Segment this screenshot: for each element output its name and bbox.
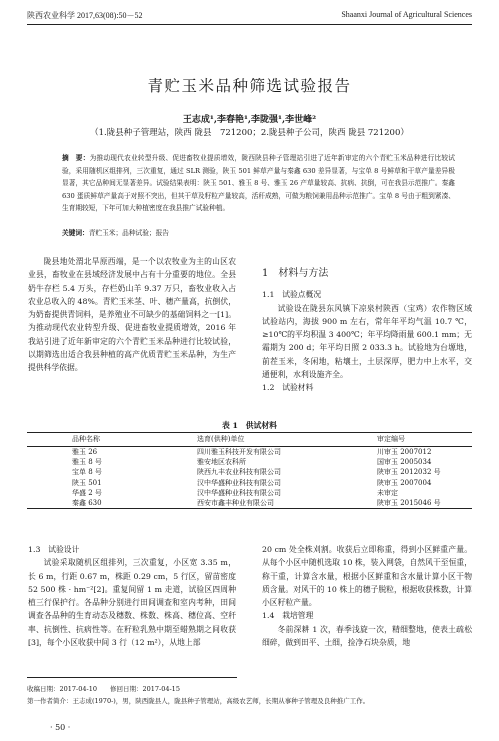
received-dates: 收稿日期：2017-04-10 修回日期：2017-04-15 <box>27 685 180 693</box>
section-heading: 1 材料与方法 <box>262 268 329 279</box>
table-caption: 表 1 供试材料 <box>222 421 277 430</box>
table-cell: 陕玉 501 <box>72 478 102 487</box>
keywords <box>62 227 455 237</box>
table-header-row <box>27 433 472 447</box>
header-journal-cn: 陕西农业科学 2017,63(08):50－52 <box>27 11 143 20</box>
table-cell: 四川雅玉科技开发有限公司 <box>197 448 281 456</box>
table-cell: 秦鑫 630 <box>72 498 102 507</box>
table-cell: 汉中华盛种业科技有限公司 <box>197 478 281 487</box>
table-cell: 雅玉 26 <box>72 448 98 456</box>
table-row <box>27 478 472 488</box>
table-cell: 陕审玉 2012032 号 <box>377 468 441 477</box>
table-cell: 陕审玉 2015046 号 <box>377 498 441 507</box>
footnote <box>27 683 472 707</box>
intro-column <box>28 255 236 375</box>
table-cell: 陕西九丰农业科技有限公司 <box>197 468 281 477</box>
header-journal-en: Shaanxi Journal of Agricultural Sciences <box>341 10 472 19</box>
materials-table <box>27 432 472 509</box>
table-cell: 国审玉 2005034 <box>377 458 432 467</box>
table-cell: 宝单 8 号 <box>72 468 102 477</box>
design-column <box>28 543 236 649</box>
paper-title: 青贮玉米品种筛选试验报告 <box>147 77 352 95</box>
table-cell: 未审定 <box>377 488 398 497</box>
table-header-cell: 品种名称 <box>72 435 100 443</box>
cultivation-paragraph: 冬前深耕 1 次，春季浅旋一次，精细整地，使表土疏松细碎，做到田平、土细，捡净石块杂质，地 <box>262 624 472 648</box>
author-bio: 第一作者简介：王志成(1970-)，男，陕西陇县人，陇县种子管理站，高级农艺师，长期从事种子管理及良种推广工作。 <box>27 697 370 705</box>
table-row <box>27 457 472 467</box>
subsection-heading: 1.4 栽培管理 <box>262 611 314 621</box>
header-rule <box>27 24 472 25</box>
table-header-cell: 审定编号 <box>377 435 405 443</box>
table-cell: 陕审玉 2007004 <box>377 478 432 487</box>
keywords-text: 青贮玉米；品种试验；报告 <box>88 229 169 237</box>
section1-column <box>262 255 472 395</box>
table-cell: 雅安地区农科所 <box>197 458 246 467</box>
table-cell: 雅玉 8 号 <box>72 458 102 467</box>
abstract <box>62 152 455 215</box>
page-number: · 50 · <box>50 723 71 732</box>
abstract-text: 为推动现代农业转型升级、促进畜牧业提质增效，陇西陕县种子管理站引进了近年新审定的六个青贮玉米品种进行比较试验，采用随机区组排列，三次重复，通过 SLR 测验，陕玉 501 鲜草产量与秦鑫 630 差异显著，与宝单 8 号鲜草和干草产量差异极显著，其它品种间无显著差异。试验结果表明：陕玉 501、雅玉 8 号、雅玉 26 产草量较高、抗病、抗倒，可在我县示范推广。秦鑫 630 蛋质鲜草产量高于对照不突出，但其干草及籽粒产量较高，活秆成熟，可做为粮饲兼用品种示范推广。宝单 8 号由于粗到紧凑、生育期较短，下年可加大种植密度在我县推广试验种植。 <box>62 154 455 213</box>
harvest-paragraph: 20 cm 处全株刈割。收获后立即称重，得到小区鲜重产量。从每个小区中随机选取 10 株，装入网袋，自然风干至恒重，称干重，计算含水量，根据小区鲜重和含水量计算小区干物质含量。对风干的 10 株上的穗子脱粒，根据收获株数，计算小区籽粒产量。 <box>262 545 472 608</box>
footnote-rule <box>27 677 237 678</box>
intro-paragraph: 陇县地处渭北旱原西端，是一个以农牧业为主的山区农业县，畜牧业在县域经济发展中占有十分重要的地位。全县奶牛存栏 5.4 万头，存栏奶山羊 9.37 万只，畜牧业收入占农业总收入的 48%。青贮玉米茎、叶、穗产量高，抗倒伏，为奶畜提供青饲料，是养殖业不可缺少的基础饲料之一[1]。为推动现代农业转型升级、促进畜牧业提质增效，2016 年我站引进了近年新审定的六个青贮玉米品种进行比较试验，以期筛选出适合我县种植的高产优质青贮玉米品种，为生产提供科学依据。 <box>28 257 236 373</box>
table-cell: 川审玉 2007012 <box>377 448 432 456</box>
author-list: 王志成¹,李春艳¹,李陇强¹,李世峰² <box>182 115 317 125</box>
running-header <box>27 8 472 24</box>
site-paragraph: 试验设在陇县东风镇下凉泉村陕西（宝鸡）农作物区域试验站内，海拔 900 m 左右，常年年平均气温 10.7 ℃，≥10℃的平均积温 3 400℃；年平均降雨量 600.1 mm；无霜期为 200 d；年平均日照 2 033.3 h。试验地为台塬地，前茬玉米，冬闲地，粘壤土，土层深厚，肥力中上水平，交通便利，水利设施齐全。 <box>262 303 472 380</box>
subsection-heading: 1.3 试验设计 <box>28 545 80 554</box>
table-row <box>27 498 472 508</box>
subsection-heading: 1.2 试验材料 <box>262 383 314 393</box>
affiliation: （1.陇县种子管理站，陕西 陇县 721200；2.陇县种子公司，陕西 陇县 721200） <box>90 128 409 138</box>
table-cell: 西安市鑫丰种业有限公司 <box>197 498 274 507</box>
table-cell: 华盛 2 号 <box>72 488 102 497</box>
design-paragraph: 试验采取随机区组排列，三次重复，小区宽 3.35 m，长 6 m，行距 0.67 m，株距 0.29 cm，5 行区，留苗密度 52 500 株 · hm⁻²[2]。重复间留 1 m 走道，试验区四周种植三行保护行。各品种分别进行田间调查和室内考种，田间调查各品种的生育动态及穗数、株数、株高、穗位高、空秆率、抗倒性、抗病性等。在籽粒乳熟中期至蜡熟期之间收获[3]，每个小区收获中间 3 行（12 m²），从地上部 <box>28 558 236 648</box>
cultivation-column <box>262 543 472 649</box>
table-row <box>27 467 472 477</box>
abstract-label: 摘 要： <box>62 154 90 162</box>
subsection-heading: 1.1 试验点概况 <box>262 290 322 300</box>
table-header-cell: 选育(供种)单位 <box>197 435 245 443</box>
table-row <box>27 447 472 457</box>
table-row <box>27 488 472 498</box>
keywords-label: 关键词： <box>62 229 89 237</box>
table-cell: 汉中华盛种业科技有限公司 <box>197 488 281 497</box>
